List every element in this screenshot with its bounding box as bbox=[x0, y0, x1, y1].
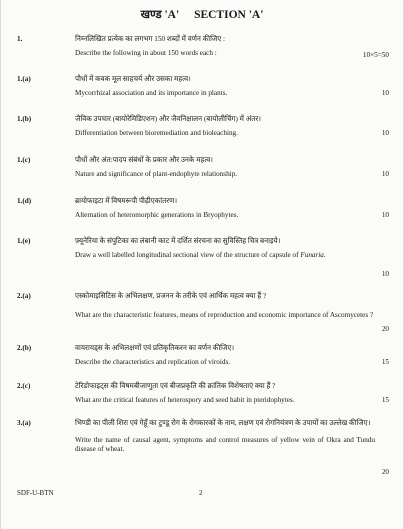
question-number: 1.(b) bbox=[17, 115, 32, 123]
question-marks: 10×5=50 bbox=[362, 51, 389, 59]
question-text-english-main: Draw a well labelled longitudinal sectional view of the structure of capsule of bbox=[75, 250, 299, 259]
question-text-hindi: एस्कोमाइसिटिस के अभिलक्षण, प्रजनन के तरीके एवं आर्थिक महत्व क्या हैं ? bbox=[75, 292, 267, 300]
question-marks: 15 bbox=[381, 358, 389, 366]
question-text-english: Describe the following in about 150 words each : bbox=[75, 48, 217, 57]
question-number: 2.(a) bbox=[17, 292, 31, 300]
question-number: 1.(a) bbox=[17, 75, 31, 83]
question-text-hindi: भिण्डी का पीली शिरा एवं गेहूँ का टुण्डू रोग के रोगकारकों के नाम, लक्षण एवं रोगनियंत्रण के उपायों का उल्लेख कीजिए। bbox=[75, 419, 371, 427]
question-marks: 10 bbox=[381, 89, 389, 97]
paper-code: SDF-U-BTN bbox=[17, 489, 54, 497]
question-1 bbox=[17, 35, 389, 58]
section-heading-english: SECTION 'A' bbox=[194, 9, 264, 21]
question-text-hindi: फ़्यूनेरिया के संपुटिका का लंबानी काट में दर्शित संरचना का सुविस्तिह चित्र बनाइये। bbox=[75, 237, 281, 245]
question-number: 1.(d) bbox=[17, 197, 32, 205]
question-text-english: Differentiation between bioremediation and bioleaching. bbox=[75, 128, 238, 137]
question-marks: 10 bbox=[381, 129, 389, 137]
question-number: 1.(c) bbox=[17, 156, 31, 164]
question-1c bbox=[17, 156, 389, 179]
question-number: 1. bbox=[17, 35, 23, 43]
question-marks: 10 bbox=[381, 170, 389, 178]
question-text-hindi: टेरिडोफाइट्स की विषमबीजाणुता एवं बीजप्रकृति की क्रांतिक विशेषताएं क्या हैं ? bbox=[75, 382, 276, 390]
question-number: 1.(e) bbox=[17, 237, 31, 245]
question-text-hindi: वायरायड्स के अभिलक्षणों एवं प्रतिकृतिकरन का वर्णन कीजिए। bbox=[75, 344, 235, 352]
question-marks: 15 bbox=[381, 396, 389, 404]
question-text-english: Describe the characteristics and replication of viroids. bbox=[75, 357, 231, 366]
taxon-name: Funaria bbox=[300, 250, 324, 259]
question-number: 3.(a) bbox=[17, 419, 31, 427]
question-text-hindi: ब्रायोफाइटा में विषमरूपी पीढ़ीएकांतरण। bbox=[75, 197, 178, 205]
question-text-hindi: निम्नलिखित प्रत्येक का लगभग 150 शब्दों में वर्णन कीजिए : bbox=[75, 35, 226, 43]
question-text-english: What are the critical features of heterospory and seed habit in pteridophytes. bbox=[75, 395, 295, 404]
question-2a bbox=[17, 292, 389, 333]
page-number: 2 bbox=[199, 489, 203, 497]
question-text-english: Mycorrhizal association and its importance in plants. bbox=[75, 88, 228, 97]
question-text-english: Alternation of heteromorphic generations in Bryophytes. bbox=[75, 210, 239, 219]
question-1e bbox=[17, 237, 389, 278]
question-1a bbox=[17, 75, 389, 98]
question-3a bbox=[17, 419, 389, 476]
question-marks: 10 bbox=[381, 211, 389, 219]
question-marks: 20 bbox=[381, 325, 389, 333]
question-marks: 10 bbox=[381, 270, 389, 278]
question-text-english bbox=[75, 251, 379, 261]
question-text-english: What are the characteristic features, means of reproduction and economic importance of Ascomycetes ? bbox=[75, 310, 374, 319]
section-heading bbox=[1, 7, 403, 22]
question-number: 2.(c) bbox=[17, 382, 31, 390]
question-number: 2.(b) bbox=[17, 344, 32, 352]
question-2b bbox=[17, 344, 389, 367]
question-text-english: Nature and significance of plant-endophyte relationship. bbox=[75, 169, 238, 178]
question-1d bbox=[17, 197, 389, 220]
question-text-hindi: जैविक उपचार (बायोरेमिडिएशन) और जैवनिक्षालन (बायोलीचिंग) में अंतर। bbox=[75, 115, 262, 123]
question-text-english-end: . bbox=[323, 250, 326, 259]
question-text-english: Write the name of causal agent, symptoms and control measures of yellow vein of Okra and Tundu disease of wheat. bbox=[75, 435, 375, 454]
section-heading-hindi: खण्ड 'A' bbox=[140, 9, 180, 21]
question-2c bbox=[17, 382, 389, 405]
question-marks: 20 bbox=[381, 468, 389, 476]
question-text-hindi: पौधों में कवक मूल साहचर्य और उसका महत्व। bbox=[75, 75, 191, 83]
question-text-hindi: पौधों और अंत:पादप संबंधों के प्रकार और उनके महत्व। bbox=[75, 156, 213, 164]
question-1b bbox=[17, 115, 389, 138]
